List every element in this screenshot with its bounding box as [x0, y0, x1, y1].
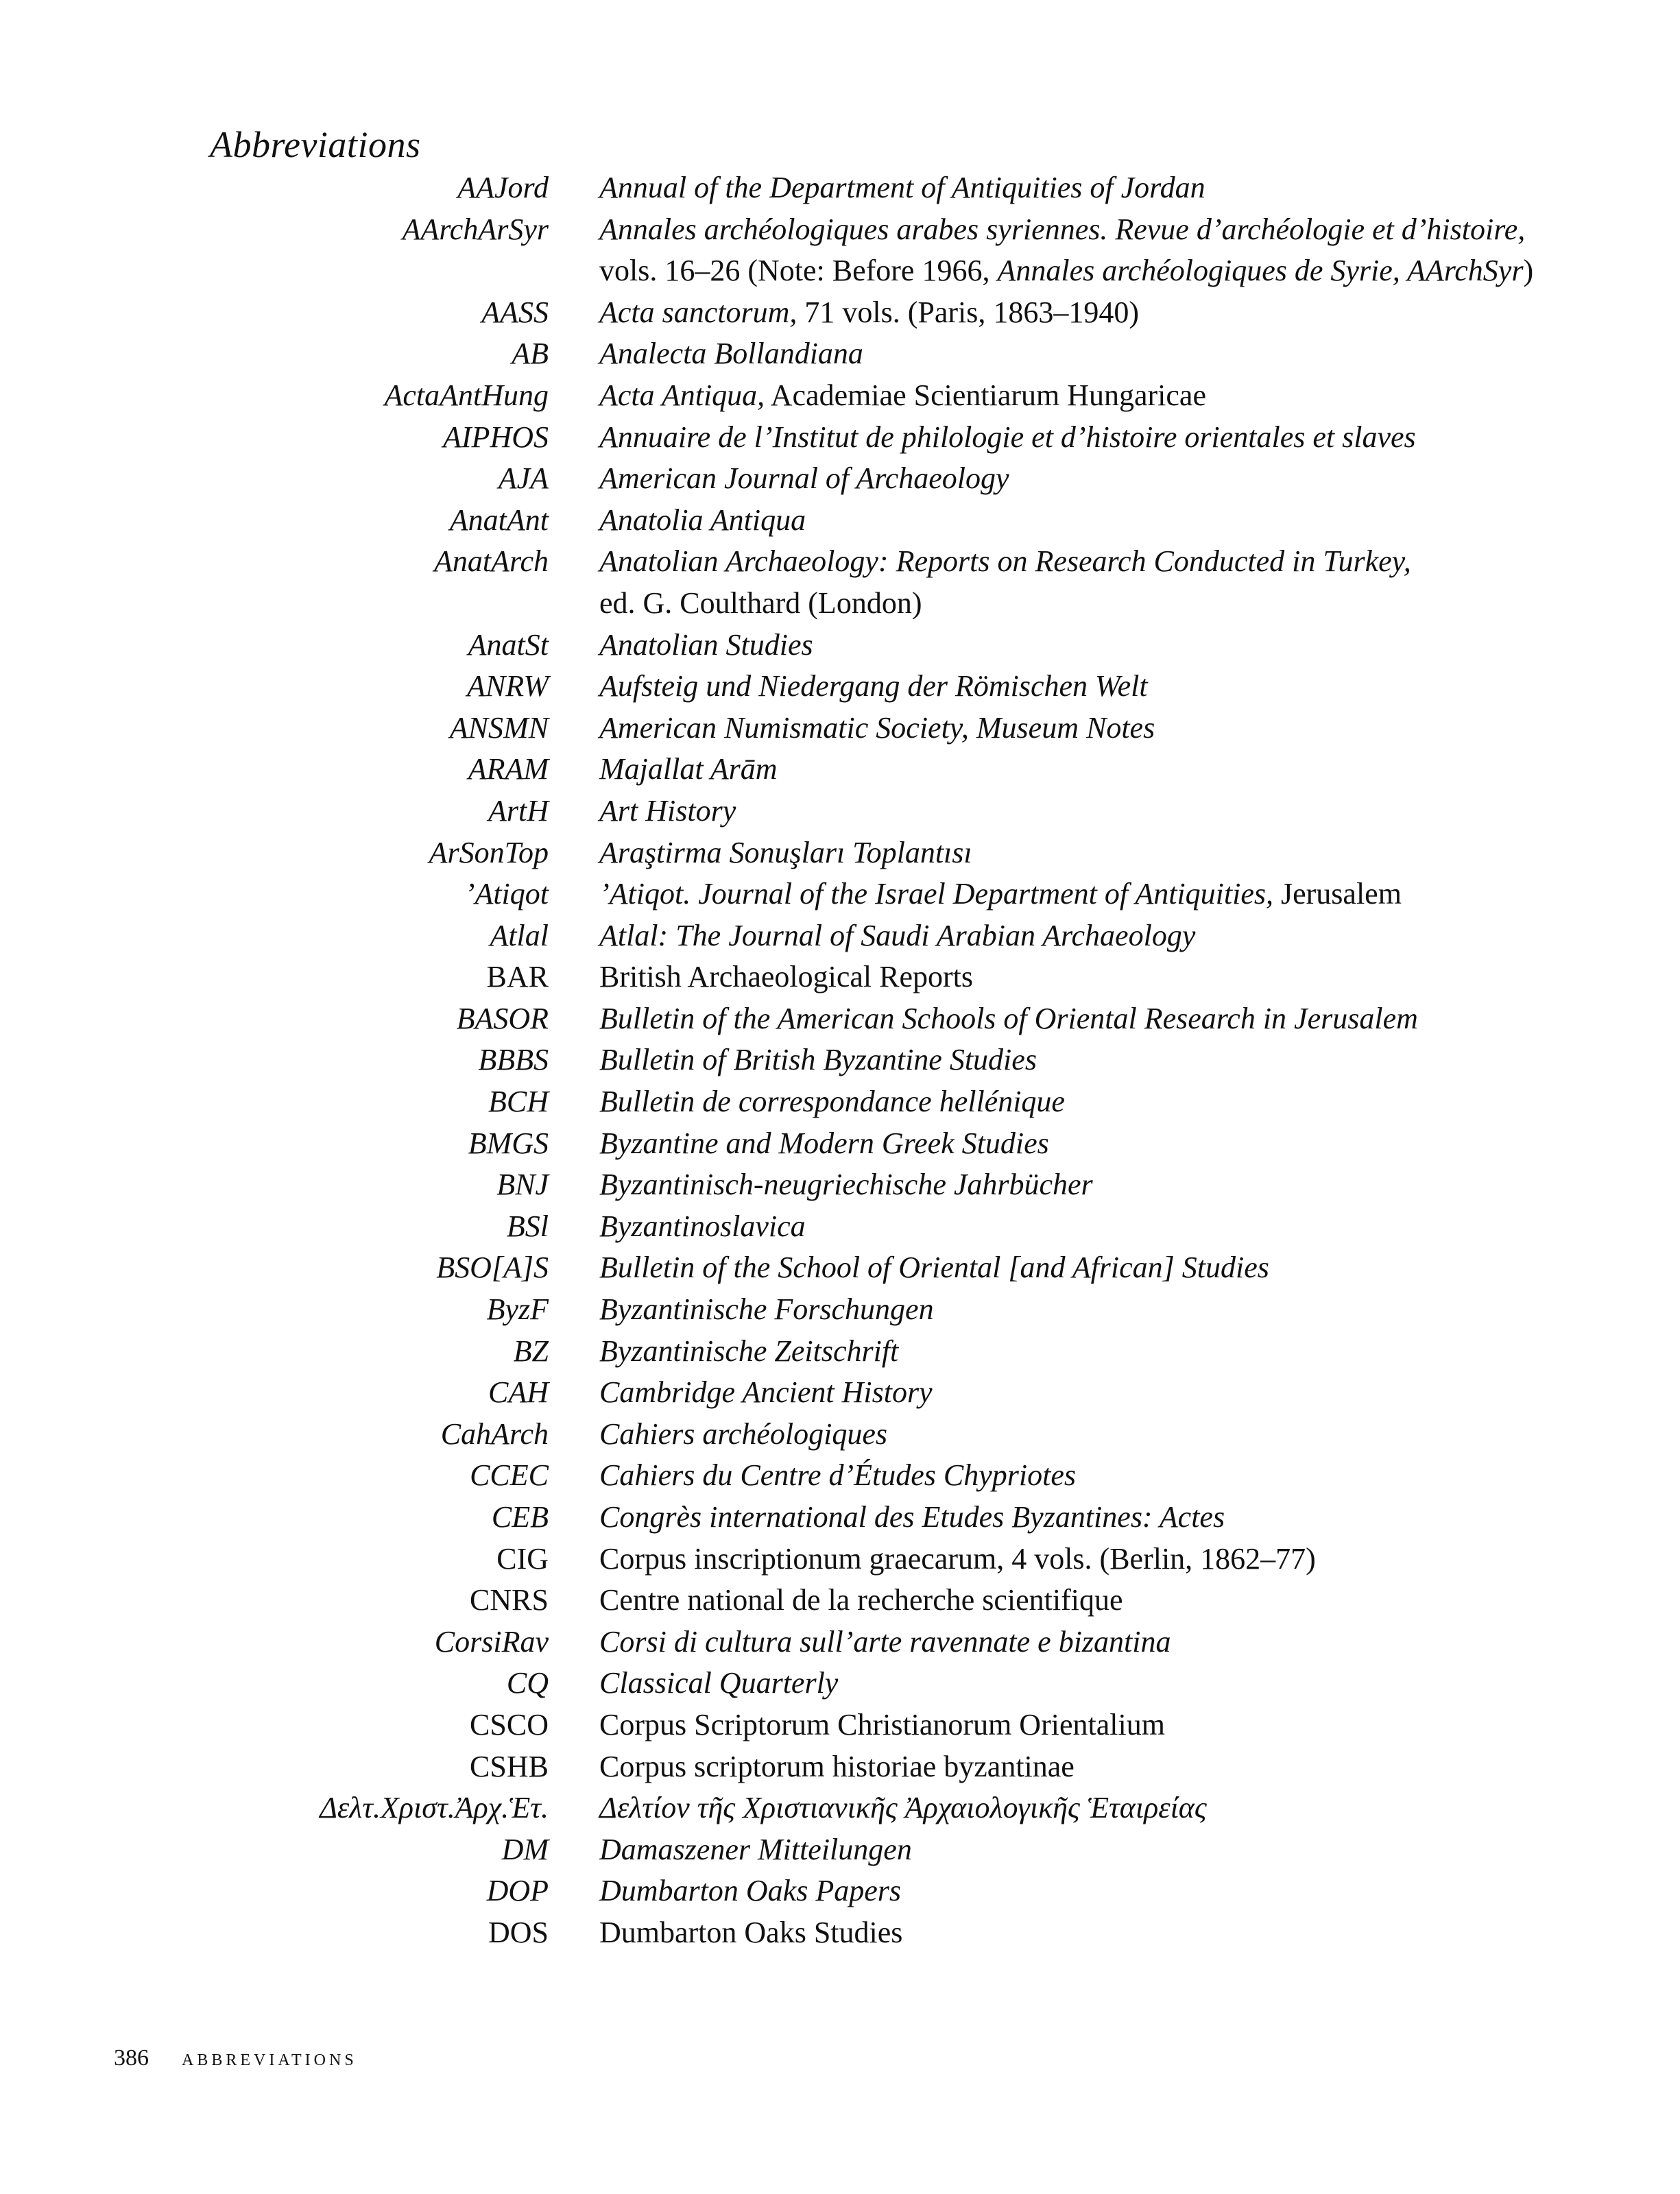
abbreviation-entry	[0, 500, 1680, 542]
abbreviation-term: CahArch	[440, 1417, 549, 1451]
abbreviation-expansion	[599, 209, 1546, 292]
expansion-segment: Corpus scriptorum historiae byzantinae	[599, 1749, 1075, 1783]
expansion-segment: Jerusalem	[1273, 877, 1402, 911]
expansion-segment: Annales archéologiques de Syrie, AArchSyr	[997, 254, 1524, 288]
abbreviation-term: AnatSt	[468, 627, 549, 662]
abbreviation-term: ARAM	[468, 752, 549, 786]
abbreviation-entry	[0, 625, 1680, 666]
expansion-segment: Bulletin of the School of Oriental [and African] Studies	[599, 1251, 1269, 1285]
abbreviation-expansion	[599, 1206, 1546, 1248]
abbreviation-expansion	[599, 1039, 1546, 1081]
abbreviation-term: CQ	[506, 1666, 549, 1700]
abbreviation-term: ANSMN	[449, 710, 549, 745]
expansion-segment: British Archaeological Reports	[599, 960, 973, 994]
expansion-segment: Byzantinoslavica	[599, 1209, 806, 1243]
expansion-segment: vols. 16–26 (Note: Before 1966,	[599, 254, 990, 288]
abbreviation-entry	[0, 749, 1680, 791]
abbreviation-entry	[0, 1663, 1680, 1704]
abbreviation-expansion	[599, 791, 1546, 832]
abbreviation-term: BASOR	[456, 1001, 549, 1035]
abbreviation-expansion	[599, 666, 1546, 708]
abbreviation-entry	[0, 292, 1680, 334]
expansion-segment: )	[1523, 254, 1534, 288]
abbreviation-expansion	[599, 1622, 1546, 1663]
expansion-segment: Bulletin of British Byzantine Studies	[599, 1043, 1037, 1077]
expansion-segment: Cahiers archéologiques	[599, 1417, 887, 1451]
abbreviation-entry	[0, 1787, 1680, 1829]
abbreviation-expansion	[599, 1123, 1546, 1165]
abbreviation-term: BNJ	[496, 1168, 549, 1202]
abbreviation-term: BMGS	[468, 1126, 549, 1160]
abbreviation-expansion	[599, 832, 1546, 874]
abbreviation-expansion	[599, 1580, 1546, 1622]
abbreviation-term: AAJord	[457, 171, 549, 204]
abbreviation-entry	[0, 1331, 1680, 1373]
abbreviation-term: ByzF	[486, 1292, 549, 1327]
abbreviation-entry	[0, 1164, 1680, 1206]
expansion-segment: Byzantinisch-neugriechische Jahrbücher	[599, 1168, 1093, 1202]
abbreviation-term: CSHB	[470, 1749, 549, 1783]
abbreviation-term: DOS	[488, 1915, 549, 1949]
abbreviation-entry	[0, 873, 1680, 915]
abbreviation-term: AnatArch	[434, 544, 549, 579]
abbreviation-entry	[0, 1372, 1680, 1414]
expansion-segment: Annales archéologiques arabes syriennes. Revue d’archéologie et d’histoire,	[599, 212, 1526, 246]
abbreviation-expansion	[599, 417, 1546, 459]
abbreviation-term: CCEC	[470, 1458, 549, 1493]
abbreviation-expansion	[599, 1497, 1546, 1539]
abbreviation-term: CorsiRav	[434, 1624, 549, 1659]
expansion-segment: Academiae Scientiarum Hungaricae	[765, 378, 1206, 412]
abbreviation-expansion	[599, 1372, 1546, 1414]
abbreviation-term: DM	[501, 1832, 549, 1866]
abbreviation-entry	[0, 1455, 1680, 1497]
abbreviation-term: CIG	[496, 1541, 549, 1576]
abbreviation-expansion	[599, 749, 1546, 791]
abbreviation-entry	[0, 1539, 1680, 1580]
abbreviation-expansion	[599, 1870, 1546, 1912]
expansion-segment: Congrès international des Etudes Byzantines: Actes	[599, 1500, 1225, 1534]
abbreviation-entry	[0, 1081, 1680, 1123]
abbreviation-entry	[0, 1580, 1680, 1622]
abbreviation-expansion	[599, 956, 1546, 998]
abbreviation-expansion	[599, 1704, 1546, 1746]
abbreviation-expansion	[599, 915, 1546, 957]
abbreviation-entry	[0, 417, 1680, 459]
abbreviation-expansion	[599, 1414, 1546, 1456]
abbreviation-term: AnatAnt	[449, 503, 549, 537]
expansion-segment: Bulletin of the American Schools of Oriental Research in Jerusalem	[599, 1001, 1418, 1035]
abbreviation-expansion	[599, 1787, 1546, 1829]
expansion-segment: Acta Antiqua,	[599, 378, 765, 412]
abbreviation-entry	[0, 1746, 1680, 1788]
abbreviation-expansion	[599, 292, 1546, 334]
expansion-segment: ed. G. Coulthard (London)	[599, 586, 922, 620]
abbreviation-term: AArchArSyr	[402, 212, 549, 246]
abbreviation-term: Atlal	[490, 918, 549, 952]
abbreviation-expansion	[599, 458, 1546, 500]
abbreviation-term: CAH	[488, 1375, 549, 1410]
expansion-segment: Art History	[599, 793, 736, 828]
expansion-segment: Byzantine and Modern Greek Studies	[599, 1126, 1049, 1160]
abbreviation-term: AB	[512, 337, 549, 371]
abbreviation-entry	[0, 1039, 1680, 1081]
abbreviation-expansion	[599, 1081, 1546, 1123]
abbreviation-entry	[0, 956, 1680, 998]
abbreviation-term: CNRS	[470, 1583, 549, 1617]
abbreviation-entry	[0, 541, 1680, 624]
abbreviation-entry	[0, 666, 1680, 708]
abbreviation-term: ArtH	[488, 793, 549, 828]
abbreviation-term: DOP	[486, 1874, 549, 1908]
expansion-segment: Centre national de la recherche scientifique	[599, 1583, 1123, 1617]
expansion-segment: Dumbarton Oaks Studies	[599, 1915, 903, 1949]
abbreviation-expansion	[599, 1455, 1546, 1497]
expansion-segment: ’Atiqot. Journal of the Israel Department of Antiquities,	[599, 877, 1273, 911]
abbreviation-expansion	[599, 873, 1546, 915]
abbreviation-term: BZ	[513, 1334, 549, 1368]
expansion-segment: Acta sanctorum,	[599, 295, 797, 329]
expansion-segment: Classical Quarterly	[599, 1666, 839, 1700]
expansion-segment: Corsi di cultura sull’arte ravennate e bizantina	[599, 1624, 1171, 1659]
abbreviation-entry	[0, 791, 1680, 832]
abbreviation-list	[0, 167, 1680, 1954]
abbreviation-term: CEB	[491, 1500, 549, 1534]
expansion-segment: Δελτίον τῆς Χριστιανικῆς Ἀρχαιολογικῆς Ἑταιρείας	[599, 1791, 1207, 1825]
abbreviation-expansion	[599, 1912, 1546, 1954]
abbreviation-term: ANRW	[467, 669, 549, 703]
abbreviation-term: Δελτ.Χριστ.Ἀρχ.Ἑτ.	[320, 1791, 549, 1825]
abbreviation-entry	[0, 998, 1680, 1040]
abbreviation-entry	[0, 1289, 1680, 1331]
abbreviation-entry	[0, 1247, 1680, 1289]
expansion-segment: Araştirma Sonuşları Toplantısı	[599, 835, 972, 869]
expansion-segment: Anatolian Archaeology: Reports on Research Conducted in Turkey,	[599, 544, 1411, 579]
abbreviation-expansion	[599, 541, 1546, 624]
abbreviation-expansion	[599, 1829, 1546, 1871]
page-footer	[114, 2045, 357, 2074]
abbreviation-expansion	[599, 1539, 1546, 1580]
abbreviation-term: ’Atiqot	[464, 877, 549, 911]
running-head: ABBREVIATIONS	[182, 2051, 357, 2069]
abbreviation-expansion	[599, 1164, 1546, 1206]
abbreviation-entry	[0, 1414, 1680, 1456]
abbreviation-entry	[0, 832, 1680, 874]
abbreviation-term: BSO[A]S	[436, 1251, 549, 1285]
abbreviation-entry	[0, 167, 1680, 209]
abbreviation-term: CSCO	[470, 1707, 549, 1741]
abbreviation-entry	[0, 1622, 1680, 1663]
abbreviation-expansion	[599, 500, 1546, 542]
abbreviation-entry	[0, 458, 1680, 500]
abbreviation-term: BAR	[486, 960, 549, 994]
abbreviation-expansion	[599, 1331, 1546, 1373]
expansion-segment: Corpus inscriptionum graecarum, 4 vols. (Berlin, 1862–77)	[599, 1541, 1316, 1576]
abbreviation-entry	[0, 1123, 1680, 1165]
abbreviation-entry	[0, 1912, 1680, 1954]
abbreviation-term: BSl	[506, 1209, 549, 1243]
expansion-segment: Anatolia Antiqua	[599, 503, 806, 537]
expansion-segment: Cahiers du Centre d’Études Chypriotes	[599, 1458, 1076, 1493]
expansion-segment: Byzantinische Forschungen	[599, 1292, 934, 1327]
abbreviation-entry	[0, 1497, 1680, 1539]
abbreviation-entry	[0, 375, 1680, 417]
abbreviation-term: AJA	[498, 461, 549, 496]
expansion-segment: Majallat Arām	[599, 752, 778, 786]
expansion-segment: American Numismatic Society, Museum Notes	[599, 710, 1155, 745]
abbreviation-expansion	[599, 1289, 1546, 1331]
abbreviation-expansion	[599, 1746, 1546, 1788]
expansion-segment: Cambridge Ancient History	[599, 1375, 933, 1410]
page-title: Abbreviations	[210, 124, 421, 165]
expansion-segment: American Journal of Archaeology	[599, 461, 1009, 496]
abbreviation-entry	[0, 708, 1680, 749]
expansion-segment: 71 vols. (Paris, 1863–1940)	[797, 295, 1140, 329]
abbreviation-expansion	[599, 708, 1546, 749]
abbreviation-entry	[0, 915, 1680, 957]
expansion-segment: Bulletin de correspondance hellénique	[599, 1085, 1065, 1119]
abbreviation-expansion	[599, 333, 1546, 375]
expansion-segment: Annual of the Department of Antiquities of Jordan	[599, 171, 1205, 204]
expansion-segment: Corpus Scriptorum Christianorum Orientalium	[599, 1707, 1165, 1741]
abbreviation-entry	[0, 1829, 1680, 1871]
expansion-segment: Analecta Bollandiana	[599, 337, 863, 371]
abbreviation-expansion	[599, 167, 1546, 209]
expansion-segment: Damaszener Mitteilungen	[599, 1832, 912, 1866]
abbreviation-entry	[0, 1206, 1680, 1248]
abbreviation-term: AIPHOS	[443, 420, 549, 454]
abbreviation-term: BCH	[488, 1085, 549, 1119]
abbreviation-expansion	[599, 375, 1546, 417]
abbreviation-expansion	[599, 1247, 1546, 1289]
expansion-segment: Aufsteig und Niedergang der Römischen Welt	[599, 669, 1148, 703]
expansion-segment: Annuaire de l’Institut de philologie et d’histoire orientales et slaves	[599, 420, 1416, 454]
abbreviation-term: ActaAntHung	[384, 378, 549, 412]
abbreviation-expansion	[599, 625, 1546, 666]
abbreviation-expansion	[599, 1663, 1546, 1704]
expansion-segment: Anatolian Studies	[599, 627, 813, 662]
abbreviation-entry	[0, 333, 1680, 375]
abbreviation-term: BBBS	[478, 1043, 549, 1077]
expansion-segment: Byzantinische Zeitschrift	[599, 1334, 899, 1368]
abbreviation-entry	[0, 1704, 1680, 1746]
abbreviation-term: AASS	[481, 295, 549, 329]
expansion-segment: Atlal: The Journal of Saudi Arabian Archaeology	[599, 918, 1196, 952]
expansion-segment: Dumbarton Oaks Papers	[599, 1874, 901, 1908]
page-number: 386	[114, 2045, 149, 2071]
abbreviation-entry	[0, 1870, 1680, 1912]
abbreviation-term: ArSonTop	[429, 835, 549, 869]
abbreviation-entry	[0, 209, 1680, 292]
abbreviation-expansion	[599, 998, 1546, 1040]
